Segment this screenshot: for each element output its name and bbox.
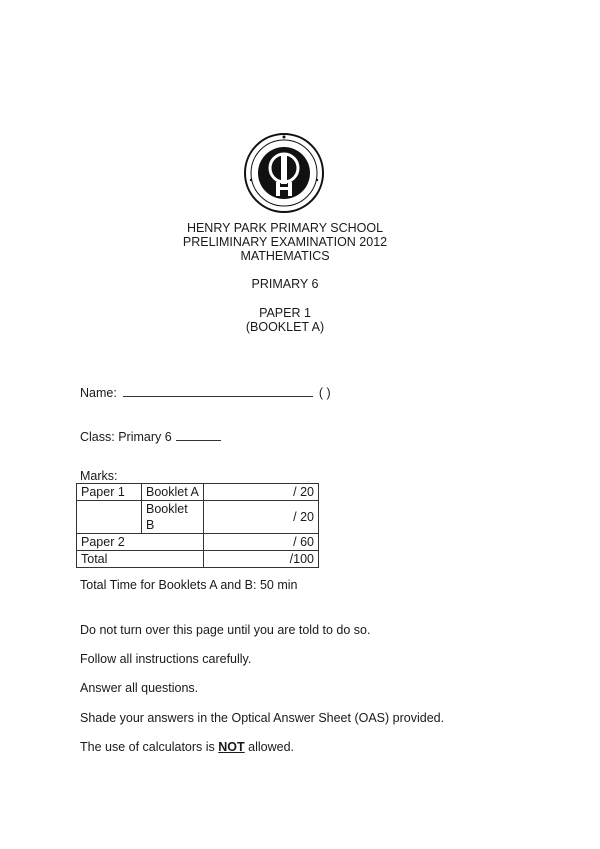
exam-title-block xyxy=(0,221,570,263)
total-time-text: Total Time for Booklets A and B: 50 min xyxy=(80,578,298,592)
booklet-cell: Booklet A xyxy=(142,484,204,501)
score-cell: / 20 xyxy=(204,501,319,534)
level-block xyxy=(0,277,570,291)
marks-table xyxy=(76,483,319,568)
table-row xyxy=(77,534,319,551)
name-field-row xyxy=(80,384,331,400)
paper-cell xyxy=(77,501,142,534)
booklet-cell: Booklet B xyxy=(142,501,204,534)
score-cell: / 60 xyxy=(204,534,319,551)
name-label: Name: xyxy=(80,386,117,400)
table-row xyxy=(77,551,319,568)
class-field-row xyxy=(80,428,221,444)
instruction-line: Follow all instructions carefully. xyxy=(80,652,252,666)
instruction-line: Shade your answers in the Optical Answer Sheet (OAS) provided. xyxy=(80,711,445,725)
instruction-line: Do not turn over this page until you are told to do so. xyxy=(80,623,371,637)
paper-cell: Total xyxy=(77,551,204,568)
paper-cell: Paper 2 xyxy=(77,534,204,551)
calculator-instruction xyxy=(80,740,294,754)
register-number-paren: ( ) xyxy=(318,386,331,400)
score-cell: / 20 xyxy=(204,484,319,501)
name-blank[interactable] xyxy=(123,384,313,397)
school-crest-logo xyxy=(243,132,325,214)
exam-name: PRELIMINARY EXAMINATION 2012 xyxy=(182,235,388,249)
table-row xyxy=(77,484,319,501)
level-name: PRIMARY 6 xyxy=(251,277,319,291)
marks-label: Marks: xyxy=(80,469,118,483)
paper-name: PAPER 1 xyxy=(259,306,311,320)
school-name: HENRY PARK PRIMARY SCHOOL xyxy=(186,221,384,235)
table-row xyxy=(77,501,319,534)
booklet-name: (BOOKLET A) xyxy=(245,320,325,334)
class-blank[interactable] xyxy=(176,428,221,441)
subject-name: MATHEMATICS xyxy=(240,249,330,263)
instruction-line: Answer all questions. xyxy=(80,681,199,695)
paper-block xyxy=(0,306,570,334)
instruction-text: allowed. xyxy=(244,740,294,754)
class-label: Class: Primary 6 xyxy=(80,430,172,444)
instruction-text: The use of calculators is xyxy=(80,740,219,754)
score-cell: /100 xyxy=(204,551,319,568)
paper-cell: Paper 1 xyxy=(77,484,142,501)
emphasis-not: NOT xyxy=(218,740,245,754)
